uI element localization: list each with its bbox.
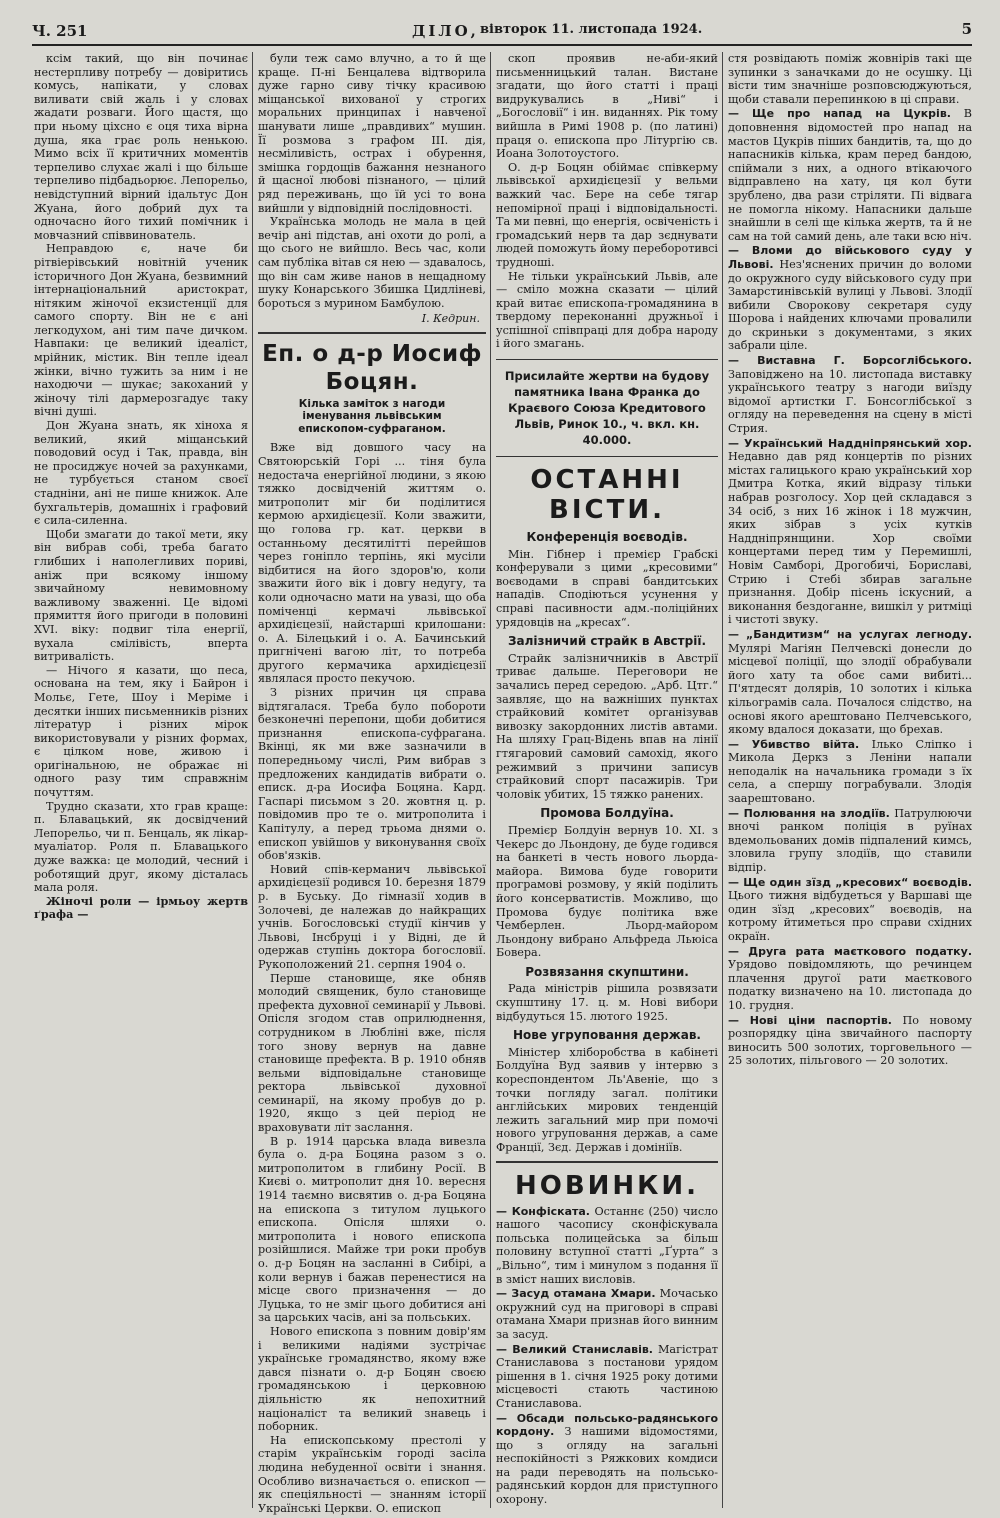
section-title-latest-news: ОСТАННІ ВІСТИ.	[530, 465, 684, 526]
news-item	[728, 628, 972, 737]
paragraph: Вже від довшого часу на Святоюрській Горі ... тіня була недостача енергійної людини, з якою тяжко досвідченій життям о. митрополит міг би поділитися кермою архидієцезії. Коли зважити, що голова гр. кат. церкви в останньому десятилітті перейшов через гоніпло терпінь, які мусіли відбитися на його здоров'ю, коли зважити його вік і довгу недугу, та коли одночасно мати на увазі, що оба поміченці кермачі львівської архидієцезії, найстарші крилошани: о. А. Білецький і о. А. Бачинський пригнічені вагою літ, то потреба другого кермачика архидієцезії являлася просто пекучою.	[258, 441, 486, 686]
paragraph: ксім такий, що він починає нестерпливу потребу — довіритись комусь, напікати, у словах виливати свій жаль і у словах жадати розваги. Його щастя, що при ньому ціхсно є оця тиха вірна душа, яка грає роль ненькою. Мимо всіх її критичних моментів терпеливо слухає жалі і що більше терпеливо підбадьорює. Лепорельо, невідступний вірний ідальтус Дон Жуана, його добрий дух та одночасно його тихий помічник і мовчазний співвинователь.	[34, 52, 248, 242]
paragraph: Трудно сказати, хто грав краще: п. Блавацький, як досвідчений Лепорельо, чи п. Бенцаль, як лікар-муаліатор. Роля п. Блавацького дуже важка: це молодий, чесний і роботящий друг, якому дісталась мала роля.	[34, 799, 248, 895]
paragraph: Не тільки український Львів, але — сміло можна сказати — цілий край витає епископа-громадянина в твердому переконанні дружньої і успішної співпраці для добра народу і його змагань.	[496, 269, 718, 351]
paragraph: О. д-р Боцян обіймає співкерму львівської архидієцезії у вельми важкий час. Бере на себе тягар непомірної праці і відповідальності. Та ми певні, що енергія, освіченість і громадський нерв та дар зєднувати людей поможуть йому переборотивсі трудноші.	[496, 160, 718, 269]
author-signature: І. Кедрин.	[421, 312, 480, 326]
news-item	[728, 738, 972, 806]
paragraph: Перше становище, яке обняв молодий священик, було становище префекта духовної семинарії у Львові. Опісля згодом став оприлюднення, сотрудником в Любліні вже, після того знову вернув на давне становище префекта. В р. 1910 обняв вельми відповідальне становище ректора львівської духовної семинарії, на якому пробув до р. 1920, якщо з цей період не враховувати літ заслання.	[258, 971, 486, 1135]
news-item-title: — Полювання на злодіїв.	[728, 806, 890, 820]
news-item-text: Останнє (250) число нашого часопису сконфіскувала польська полицейська за більш половину вступної статті „Ґурта“ з „Вільно“, тим і минулом з подання її в зміст наших висловів.	[496, 1204, 718, 1286]
news-item	[496, 1287, 718, 1341]
paragraph: Новий спів-керманич львівської архидієцезії родився 10. березня 1879 р. в Буську. До гімназії ходив в Золочеві, де належав до найкращих учнів. Богословські студії кінчив у Львові, Інсбруці і у Відні, де й одержав ступінь доктора богословії. Рукоположений 21. серпня 1904 о.	[258, 862, 486, 971]
news-item	[728, 1014, 972, 1068]
news-text: Міністер хліборобства в кабінеті Болдуїна Вуд заявив у інтервю з кореспондентом Ль'Авеніе, що з точки погляду загал. політики англійських мирових тенденцій лежить загальний мир при помочі нового угруповання держав, а саме Франції, Зєд. Держав і домініїв.	[496, 1045, 718, 1154]
paragraph: Дон Жуана знать, як хіноха я великий, який міщанський поводовий осуд і Так, правда, він не просиджує ночей за рахунками, не турбується станом своєї стадніни, ані не пише книжок. Але бухгальтерів, домашніх і графовий є сила-силенна.	[34, 419, 248, 528]
column-3	[496, 52, 719, 1507]
news-item-title: — Убивство війта.	[728, 737, 860, 751]
news-text: Страйк залізничників в Австрії триває дальше. Переговори не зачались перед середою. „Арб. Цтг.“ заявляє, що на важніших пунктах страйковий комітет організував вивозку закордонних листів автами. На шляху Грац-Відень впав на лінії гтягаровий самовий самохід, якого режимвий з причини записув страйковий спорт пасажирів. Три чоловік убитих, 15 тяжко ранених.	[496, 651, 718, 801]
news-item	[496, 1412, 718, 1507]
news-item	[728, 107, 972, 243]
column-rule	[490, 52, 491, 1508]
news-item-title: — Нові ціни паспортів.	[728, 1013, 892, 1027]
news-item-text: В доповнення відомостей про напад на мастов Цукрів піших бандитів, та, що до напасників кілька, крам перед бандою, спіймали з них, а одного втікаючого відправлено на хату, ця кол бути зрублено, два рази стріляти. Пі відвага не помогла нікому. Напасники дальше знайшли в селі ще кілька жертв, та й не сам на той самий день, але таки всю ніч.	[728, 107, 972, 243]
news-title: Нове угруповання держав.	[512, 1028, 701, 1043]
column-rule	[252, 52, 253, 1508]
news-item-text: Заповіджено на 10. листопада виставку українського театру з нагоди виїзду відомої артистки Г. Бонсоглібської з огляду на переведення на сцену в місті Стрия.	[728, 367, 972, 436]
news-item-title: — Засуд отамана Хмари.	[496, 1287, 656, 1301]
paragraph: Українська молодь не мала в цей вечір ані підстав, ані охоти до ролі, а що сього не вийшло. Весь час, коли сам публіка вітав ся нею — здавалось, що він сам живе нанов в нещадному шуку Конарського Збишка Цидліневі, бороться з мурином Бамбулою.	[258, 215, 486, 310]
news-item-text: Мочасько окружний суд на приговорі в справі отамана Хмари признав його винним за засуд.	[496, 1287, 719, 1341]
news-item-title: — „Бандитизм“ на услугах легноду.	[728, 627, 972, 641]
divider	[258, 332, 486, 334]
news-title: Розвязання скупштини.	[525, 964, 689, 979]
newspaper-title: ДІЛО,	[412, 22, 479, 40]
paragraph: — Нічого я казати, що песа, основана на тем, яку і Байрон і Мольє, Гете, Шоу і Меріме і десятки інших письменників різних літератур і різних мірок використовували у різних формах, є цілком нове, живою і оригінальною, не ображає ні одного разу тим справжнім почуттям.	[34, 663, 248, 800]
news-item-text: Цього тижня відбудеться у Варшаві ще один зїзд „кресових“ воєводів, на котрому йтиметься про справи східних окраїн.	[728, 889, 972, 943]
paragraph: На епископському престолі у старім українськім городі засіла людина небуденної освіти і знання. Особливо визначається о. епископ — як спеціяльності — знанням історії Українські Церкви. О. епископ	[258, 1433, 486, 1515]
news-text: Премієр Болдуін вернув 10. XI. з Чекерс до Льондону, де буде годився на банкеті в честь нового льорда-майора. Вимова буде говорити програмові розмову, у якій поділить його консерватистів. Можливо, що Промова будує політика вже Чемберлен. Льорд-майором Льондону вибрано Альфреда Льюіса Бовера.	[496, 823, 718, 960]
news-item-title: — Конфіската.	[496, 1204, 590, 1218]
article-title: Еп. о д-р Иосиф Боцян.	[262, 340, 482, 395]
section-title-news: НОВИНКИ.	[514, 1170, 700, 1201]
paragraph: Щоби змагати до такої мети, яку він вибрав собі, треба багато глибших і наполегливих пориві, аніж при всякому іншому звичайному невимовному важливому зваженні. Це відомі прямиття його пригоди в половині XVI. віку: подвиг тіла енергії, вухала смілівість, вперта витривалість.	[34, 527, 248, 664]
news-item-title: — Український Наддніпрянський хор.	[728, 436, 972, 450]
news-title: Залізничий страйк в Австрії.	[507, 634, 706, 649]
column-2	[258, 52, 486, 1515]
masthead	[32, 18, 972, 46]
news-item	[728, 876, 972, 944]
paragraph: були теж само влучно, а то й ще краще. П-ні Бенцалева відтворила дуже гарно сиву тічку красивою міщанської вихованої у строгих моральних принципах і навченої шанувати лише „правдивих“ мушин. Її розмова з графом III. дія, несміливість, острах і обурення, змішка гордощів бажання незнаного й щасної любові пізнаного, — цілий ряд переживань, що їй усі то вона вийшли у відповідній послідовності.	[258, 52, 486, 215]
column-4	[728, 52, 972, 1504]
news-item-title: — Виставна Г. Борсоглібського.	[728, 354, 972, 368]
news-text: Мін. Гібнер і премієр Грабскі конферували з цими „кресовими“ воєводами в справі бандитських нападів. Сподіються усунення у справі пасивности адм.-поліційних урядовців на „кресах“.	[496, 547, 718, 629]
news-item-title: — Друга рата маєткового податку.	[728, 944, 972, 958]
news-item	[496, 1343, 718, 1411]
paragraph: В р. 1914 царська влада вивезла була о. д-ра Боцяна разом з о. митрополитом в глибину Росії. В Києві о. митрополит дня 10. вересня 1914 таємно висвятив о. д-ра Боцяна на епископа з титулом луцького епископа. Опісля шляхи о. митрополита і нового епископа розійшлися. Майже три роки пробув о. д-р Боцян на засланні в Сибірі, а коли вернув і бажав перенестися на місце свого призначення — до Луцька, то не зміг цього добитися ані за царських часів, ані за польських.	[258, 1134, 486, 1325]
column-1	[34, 52, 248, 1504]
issue-date: вівторок 11. листопада 1924.	[480, 22, 703, 37]
paragraph: З різних причин ця справа відтягалася. Треба було побороти безконечні перепони, щоби добитися признання епископа-суфрагана. Вкінці, як ми вже зазначили в попередньому числі, Рим вибрав з предложених кандидатів вибрати о. еписк. д-ра Иосифа Боцяна. Кард. Гаспарі письмом з 20. жовтня ц. р. повідомив про те о. митрополита і Капітулу, а перед трьома днями о. епископ увійшов у виконування своїх обов'язків.	[258, 686, 486, 863]
news-item-text: Ілько Сліпко і Микола Деркз з Леніни напали неподалік на начальника громади з їх села, а спершу пограбували. Злодія заарештовано.	[728, 737, 972, 806]
news-title: Промова Болдуїна.	[540, 806, 674, 821]
news-item-title: — Ще один зїзд „кресових“ воєводів.	[728, 875, 972, 889]
news-item-text: По новому розпорядку ціна звичайного паспорту виносить 500 золотих, торговельного — 25 золотих, пільгового — 20 золотих.	[728, 1013, 973, 1068]
page-number: 5	[961, 20, 972, 38]
news-item-text: Мулярі Магіян Пелчевскі донесли до місцевої поліції, що злодії обрабували його хату та обоє сами вибиті... П'ятдесят долярів, 10 золотих і кілька кільограмів сала. Почалося слідство, на основі якого арештовано Пелчевського, якому вдалося доказати, що брехав.	[728, 641, 972, 737]
news-item-text: Нез'яснених причин до воломи до окружного судy військового суду при Замарстинівській вулиці у Львові. Злодії вибили Сворокову секретаря суду Шорова і найдених ключами провалили до скриньки з документами, з яких забрали ціле.	[728, 257, 972, 353]
news-item	[496, 1205, 718, 1287]
news-item	[728, 437, 972, 627]
news-item-title: — Обсади польсько-радянського кордону.	[496, 1411, 718, 1439]
news-item-title: — Великий Станиславів.	[496, 1342, 653, 1356]
paragraph: скоп проявив не-аби-який письменницький талан. Вистане згадати, що його статті і праці видрукувались в „Ниві“ і „Богословії“ і ин. виданнях. Рік тому вийшла в Римі 1908 р. (по латині) праця о. епископа про Літургію св. Иоана Золотоустого.	[496, 52, 718, 161]
news-title: Конференція воєводів.	[526, 530, 688, 545]
article-subtitle: Кілька заміток з нагоди іменування львівським епископом-суфраганом.	[298, 397, 446, 435]
news-item	[728, 244, 972, 353]
news-item-text: З нашими відомостями, що з огляду на загальні неспокійності з Ряжкових комдиси на ради переводять на польсько-радянський кордон для приступного охорону.	[496, 1425, 718, 1507]
news-item-title: — Вломи до військового суду у Львові.	[728, 244, 972, 271]
news-item-text: Урядово повідомляють, що речинцем плачення другої рати маєткового податку визначено на 10. листопада до 10. грудня.	[728, 958, 972, 1012]
news-text: Рада міністрів рішила розвязати скупштину 17. ц. м. Нові вибори відбудуться 15. лютого 1925.	[496, 982, 718, 1023]
divider	[496, 1161, 718, 1163]
paragraph: Неправдою є, наче би рітвіерівський новітній ученик історичного Дон Жуана, безвимний інтернаціональний аристократ, нітяким жіночої екзистенції для самого спорту. Він не є ані легкодухом, ані тим паче дичком. Навпаки: це великий ідеаліст, мрійник, містик. Він тепле ідеал жінки, вічно тужить за ним і не находючи — шукає; закоханий у жіночу тілі дармерозгадує таку вічні душі.	[34, 242, 248, 419]
news-item-title: — Ще про напад на Цукрів.	[728, 107, 951, 121]
news-item-text: стя розвідають поміж жовнірів такі ще зупинки з заначками до не осушку. Ці вісти тим значніше розповсюджуються, щоби ставали перепинкою в ці справи.	[728, 52, 972, 106]
news-item-text: Недавно дав ряд концертів по різних містах галицького краю український хор Дмитра Котка, який відразу тільки набрав розголосу. Хор цей складався з 34 осіб, з них 16 жінок і 18 мужчин, яких зібрав з усіх кутків Наддніпрянщини. Хор своїми концертами перед тим у Перемишлі, Новім Самборі, Дрогобичі, Бориславі, Стрию і Стебі збирав загальне признання. Добір пісень іскусний, а виконання бездоганне, вишкіл у ритміці і чистоті звуку.	[728, 450, 972, 627]
news-item	[728, 945, 972, 1013]
donation-notice: Присилайте жертви на будову памятника Івана Франка до Краєвого Союза Кредитового Львів, Ринок 10., ч. вкл. кн. 40.000.	[496, 359, 718, 457]
news-item-text: Патрулюючи вночі ранком поліція в руїнах вдемольованих домів підпалений кимсь, зловила групу злодіїв, що ставили відпір.	[728, 806, 972, 875]
news-item	[728, 354, 972, 436]
issue-number: Ч. 251	[32, 22, 88, 40]
news-item-text: Магістрат Станиславова з постанови урядом рішення в 1. січня 1925 року дотими місцевості стають частиною Станиславова.	[496, 1342, 718, 1410]
column-footer: Жіночі роли — ірмьоу жертв ґрафа —	[34, 893, 248, 922]
paragraph: Нового епископа з повним довір'ям і великими надіями зустрічає українське громадянство, якому вже дався пізнати о. д-р Боцян своєю громадянською і церковною діяльністю як непохитний націоналіст та великий знавець і поборник.	[258, 1324, 486, 1434]
news-item	[728, 52, 972, 106]
news-item	[728, 807, 972, 875]
column-rule	[722, 52, 723, 1508]
